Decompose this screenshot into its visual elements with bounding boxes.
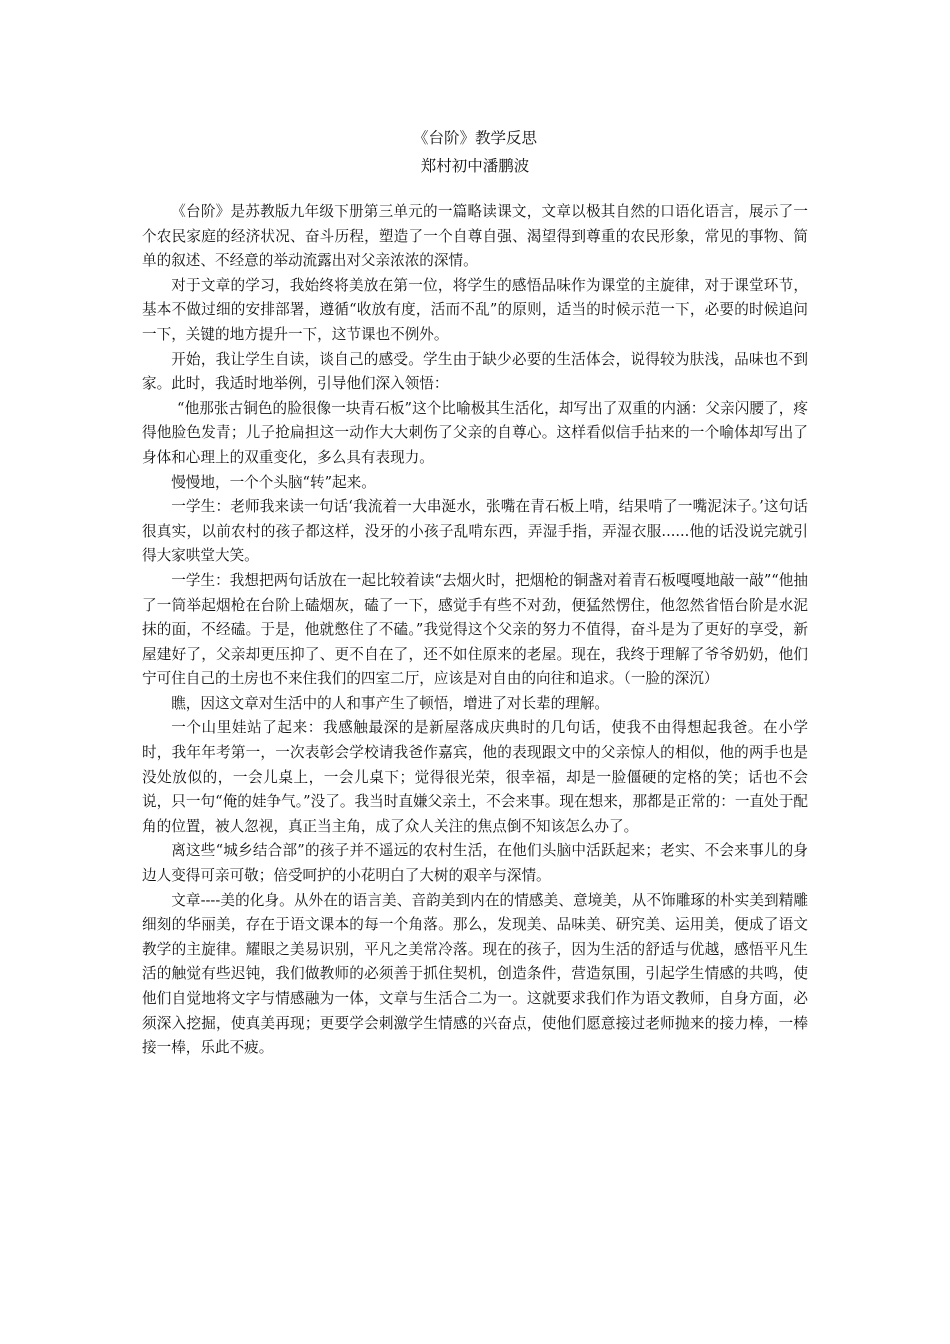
paragraph-mountain-child: 一个山里娃站了起来：我感触最深的是新屋落成庆典时的几句话，使我不由得想起我爸。在小学时，我年年考第一，一次表彰会学校请我爸作嘉宾，他的表现跟文中的父亲惊人的相似，他的两手也是没处放似的，一会儿桌上，一会儿桌下；觉得很光荣，很幸福，却是一脸僵硬的定格的笑；话也不会说，只一句“俺的娃争气。”没了。我当时直嫌父亲土，不会来事。现在想来，那都是正常的：一直处于配角的位置，被人忽视，真正当主角，成了众人关注的焦点倒不知该怎么办了。 [142, 719, 808, 835]
paragraph-self-reading: 开始，我让学生自读，谈自己的感受。学生由于缺少必要的生活体会，说得较为肤浅，品味也不到家。此时，我适时地举例，引导他们深入领悟： [142, 350, 808, 393]
paragraph-student-one: 一学生：老师我来读一句话‘我流着一大串涎水，张嘴在青石板上啃，结果啃了一嘴泥沫子。’这句话很真实，以前农村的孩子都这样，没牙的小孩子乱啃东西，弄湿手指，弄湿衣服......他的话没说完就引得大家哄堂大笑。 [142, 498, 808, 565]
paragraph-rural-life: 离这些“城乡结合部”的孩子并不遥远的农村生活，在他们头脑中活跃起来；老实、不会来事儿的身边人变得可亲可敬；倍受呵护的小花明白了大树的艰辛与深情。 [142, 842, 808, 885]
document-body [142, 200, 808, 1061]
document-title: 《台阶》教学反思 [412, 129, 537, 147]
paragraph-student-two: 一学生：我想把两句话放在一起比较着读“去烟火时，把烟枪的铜盏对着青石板嘎嘎地敲一敲”“他抽了一筒举起烟枪在台阶上磕烟灰，磕了一下，感觉手有些不对劲，便猛然愣住，他忽然省悟台阶是水泥抹的面，不经磕。于是，他就憋住了不磕。”我觉得这个父亲的努力不值得，奋斗是为了更好的享受，新屋建好了，父亲却更压抑了、更不自在了，还不如住原来的老屋。现在，我终于理解了爷爷奶奶，他们宁可住自己的土房也不来住我们的四室二厅，应该是对自由的向往和追求。（一脸的深沉） [142, 571, 808, 688]
document-header [0, 124, 950, 180]
document-author: 郑村初中潘鹏波 [420, 157, 530, 175]
paragraph-example-quote: “他那张古铜色的脸很像一块青石板”这个比喻极其生活化，却写出了双重的内涵：父亲闪腰了，疼得他脸色发青；儿子抢扁担这一动作大大刺伤了父亲的自尊心。这样看似信手拈来的一个喻体却写出了身体和心理上的双重变化，多么具有表现力。 [142, 399, 808, 466]
paragraph-insight: 瞧，因这文章对生活中的人和事产生了顿悟，增进了对长辈的理解。 [171, 694, 610, 712]
paragraph-transition: 慢慢地，一个个头脑“转”起来。 [171, 473, 376, 491]
paragraph-teaching-approach: 对于文章的学习，我始终将美放在第一位，将学生的感悟品味作为课堂的主旋律，对于课堂环节，基本不做过细的安排部署，遵循“收放有度，活而不乱”的原则，适当的时候示范一下，必要的时候追问一下，关键的地方提升一下，这节课也不例外。 [142, 276, 808, 343]
paragraph-conclusion: 文章----美的化身。从外在的语言美、音韵美到内在的情感美、意境美，从不饰雕琢的朴实美到精雕细刻的华丽美，存在于语文课本的每一个角落。那么，发现美、品味美、研究美、运用美，便成了语文教学的主旋律。耀眼之美易识别，平凡之美常冷落。现在的孩子，因为生活的舒适与优越，感悟平凡生活的触觉有些迟钝，我们做教师的必须善于抓住契机，创造条件，营造氛围，引起学生情感的共鸣，使他们自觉地将文字与情感融为一体，文章与生活合二为一。这就要求我们作为语文教师，自身方面，必须深入挖掘，使真美再现；更要学会刺激学生情感的兴奋点，使他们愿意接过老师抛来的接力棒，一棒接一棒，乐此不疲。 [142, 891, 808, 1057]
paragraph-intro: 《台阶》是苏教版九年级下册第三单元的一篇略读课文，文章以极其自然的口语化语言，展示了一个农民家庭的经济状况、奋斗历程，塑造了一个自尊自强、渴望得到尊重的农民形象，常见的事物、简单的叙述、不经意的举动流露出对父亲浓浓的深情。 [142, 203, 808, 270]
